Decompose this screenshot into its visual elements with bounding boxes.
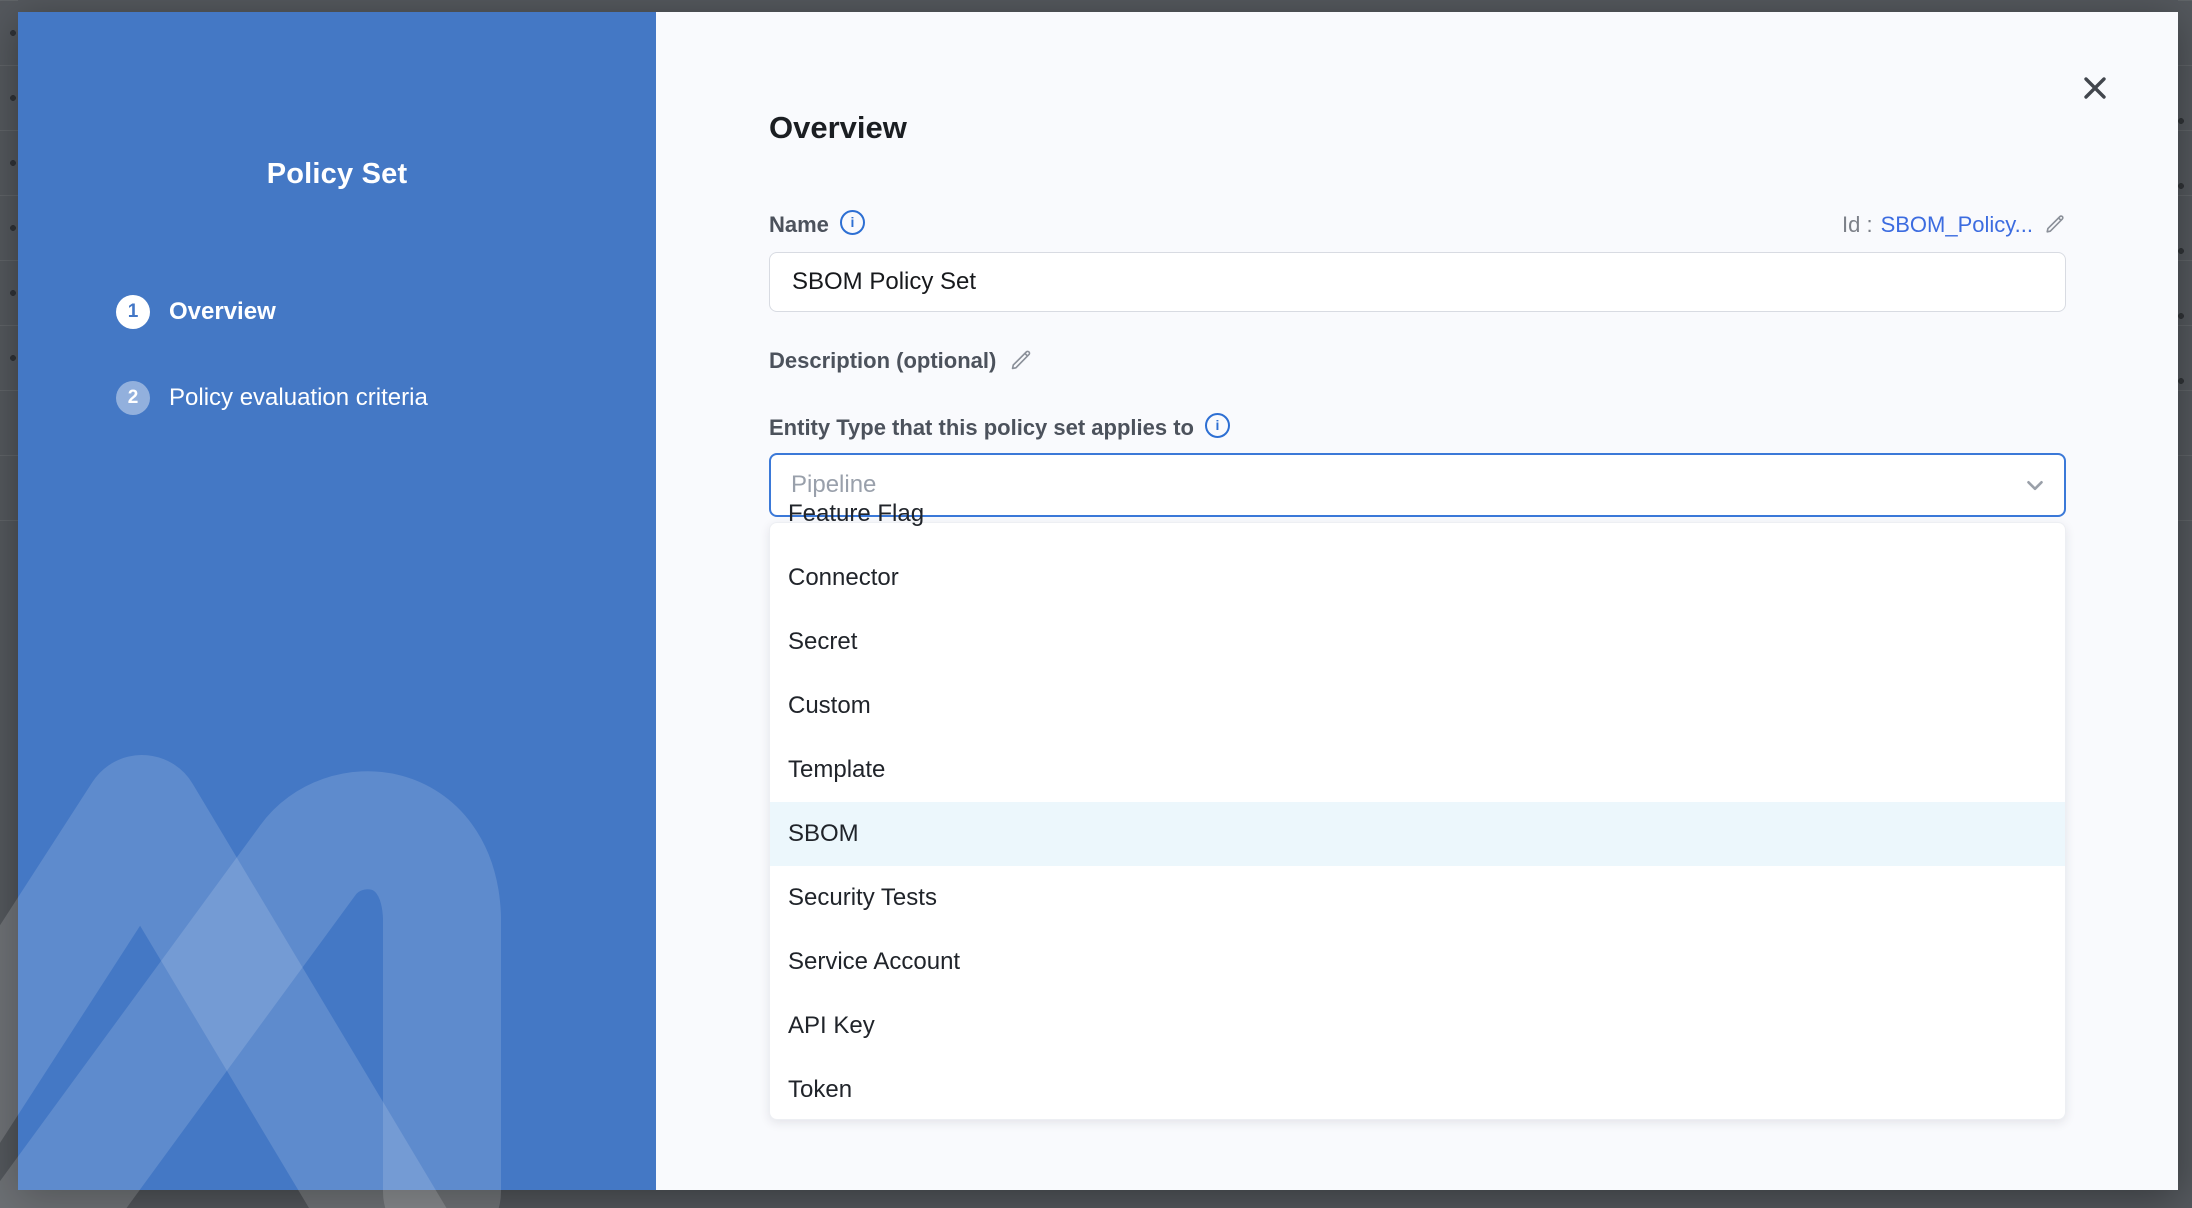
step-2-circle: 2 <box>116 381 150 415</box>
wizard-sidebar <box>18 12 656 1190</box>
policy-set-modal <box>18 12 2178 1190</box>
name-info-icon[interactable]: i <box>840 210 865 235</box>
step-policy-evaluation-criteria[interactable] <box>116 381 428 415</box>
menu-item-token[interactable]: Token <box>788 1076 853 1103</box>
menu-item-custom[interactable]: Custom <box>788 692 871 719</box>
overview-panel <box>656 12 2178 1190</box>
edit-description-icon[interactable] <box>1008 347 1034 373</box>
entity-type-label: Entity Type that this policy set applies to <box>769 415 1194 440</box>
name-label: Name <box>769 212 829 237</box>
edit-id-icon[interactable] <box>2043 212 2067 236</box>
id-prefix-label: Id : <box>1842 212 1873 237</box>
menu-item-service-account[interactable]: Service Account <box>788 948 961 975</box>
step-2-label: Policy evaluation criteria <box>169 384 428 411</box>
wizard-title: Policy Set <box>266 158 408 190</box>
menu-item-sbom[interactable]: SBOM <box>770 802 2065 866</box>
harness-logo-watermark <box>0 752 570 1204</box>
entity-type-label-row <box>769 413 1230 443</box>
name-input[interactable] <box>769 252 2066 312</box>
entity-type-info-icon[interactable]: i <box>1205 413 1230 438</box>
description-label-row <box>769 346 1034 376</box>
menu-item-api-key[interactable]: API Key <box>788 1012 875 1039</box>
menu-item-template[interactable]: Template <box>788 756 886 783</box>
entity-type-placeholder: Pipeline <box>791 471 877 498</box>
menu-item-partial[interactable]: Feature Flag <box>788 500 925 527</box>
name-label-row <box>769 210 865 240</box>
page-title: Overview <box>769 110 907 145</box>
close-button[interactable] <box>2069 62 2121 114</box>
step-overview[interactable] <box>116 295 276 329</box>
backdrop-left-strip <box>0 0 18 1208</box>
entity-type-menu <box>769 500 2066 1120</box>
id-row <box>1842 210 2067 240</box>
close-icon <box>2079 72 2111 104</box>
step-1-circle: 1 <box>116 295 150 329</box>
step-1-label: Overview <box>169 298 276 325</box>
menu-item-secret[interactable]: Secret <box>788 628 858 655</box>
id-value-link[interactable]: SBOM_Policy... <box>1880 212 2033 237</box>
description-label: Description (optional) <box>769 348 997 373</box>
menu-item-connector[interactable]: Connector <box>788 564 899 591</box>
menu-item-security-tests[interactable]: Security Tests <box>788 884 937 911</box>
backdrop-right-strip <box>2178 0 2192 1208</box>
name-input-value: SBOM Policy Set <box>792 268 977 295</box>
